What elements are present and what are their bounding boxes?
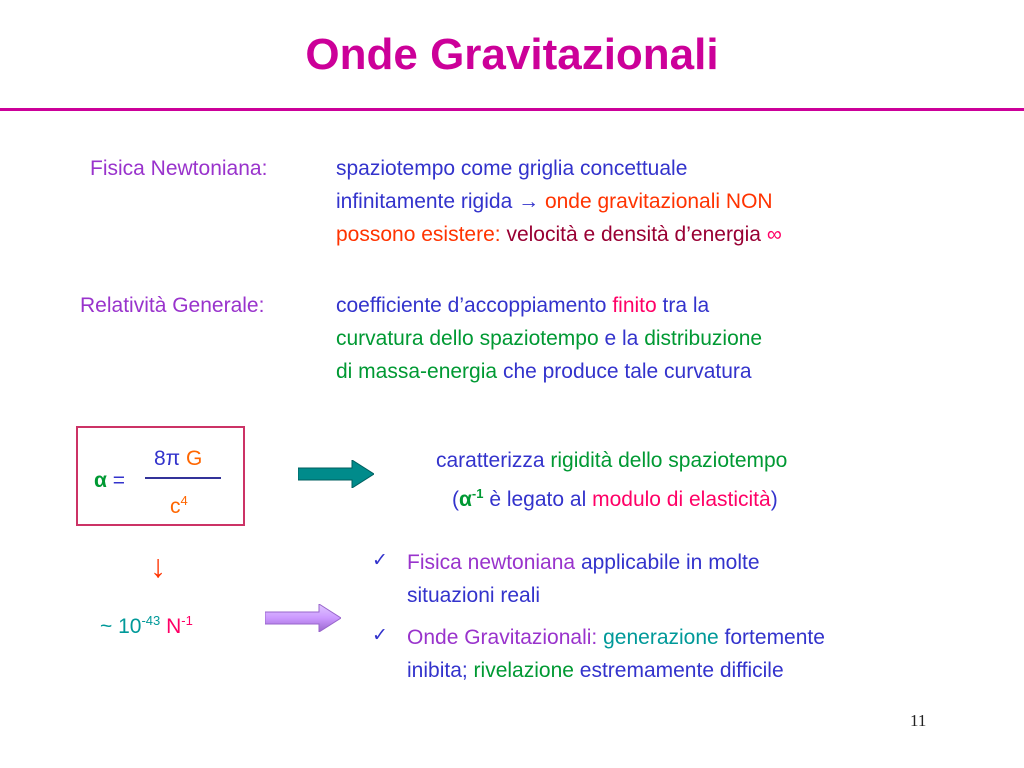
bullet-2-l2c: estremamente difficile [579,659,784,682]
numerator-g: G [186,447,203,470]
relativity-l2b: e la [604,327,639,350]
relativity-label: Relatività Generale: [80,294,265,317]
violet-right-arrow-icon [265,604,341,632]
newtonian-l3b: velocità e densità d’energia [506,223,761,246]
denominator-c: c [170,495,181,518]
bullet-2-l1c: fortemente [724,626,825,649]
bullet-1-line-1 [407,546,760,579]
formula-numerator [154,442,202,475]
value-mantissa: ~ 10 [100,615,142,638]
bullet-2-l1a: Onde Gravitazionali: [407,626,598,649]
relativity-l3b: che produce tale curvatura [502,360,752,383]
newtonian-line-1 [336,152,687,185]
alpha-symbol: α [94,469,107,492]
alpha-inverse: α [459,488,472,511]
formula-lhs [94,464,125,497]
bullet-2-l2a: inibita; [407,659,468,682]
relativity-l1a: coefficiente d’accoppiamento [336,294,607,317]
equals-sign: = [112,469,126,492]
slide-title: Onde Gravitazionali [305,30,719,79]
newtonian-l1a: spaziotempo [336,157,456,180]
check-icon: ✓ [372,625,388,646]
rigidity-line-1 [436,444,787,477]
title-divider [0,108,1024,111]
newtonian-l2a: infinitamente rigida [336,190,513,213]
newtonian-label: Fisica Newtoniana: [90,157,268,180]
newtonian-l1b: come griglia concettuale [460,157,688,180]
paren-open: ( [452,488,459,511]
value-unit: N [166,615,182,638]
value-unit-exp: -1 [181,613,193,628]
relativity-line-2 [336,322,762,355]
down-arrow-icon: ↓ [150,548,166,584]
teal-right-arrow-icon [298,460,374,488]
relativity-l3a: di massa-energia [336,360,498,383]
rigidity-l2b: modulo di elasticità [592,488,771,511]
newtonian-line-3 [336,218,782,251]
relativity-l2a: curvatura dello spaziotempo [336,327,599,350]
bullet-1-line-2: situazioni reali [407,584,541,607]
numerator-8pi: 8π [154,447,181,470]
formula-denominator [170,484,188,523]
relativity-l1c: tra la [662,294,710,317]
rigidity-line-2 [452,477,778,516]
bullet-1-l1b: applicabile in molte [580,551,760,574]
newtonian-l3a: possono esistere: [336,223,501,246]
bullet-2-l2b: rivelazione [473,659,574,682]
relativity-line-3 [336,355,752,388]
infinity-icon: ∞ [766,223,782,246]
newtonian-l2b: onde gravitazionali NON [544,190,773,213]
fraction-bar [145,477,221,479]
right-arrow-icon: → [518,190,540,213]
rigidity-l1b: rigidità dello spaziotempo [550,449,788,472]
relativity-line-1 [336,289,709,322]
relativity-l1b: finito [612,294,657,317]
bullet-2-l1b: generazione [603,626,719,649]
coupling-value [100,604,193,643]
check-icon: ✓ [372,550,388,571]
rigidity-l1a: caratterizza [436,449,545,472]
newtonian-line-2 [336,185,773,218]
alpha-inverse-exp: -1 [471,486,484,501]
page-number: 11 [910,711,927,730]
bullet-1-l1a: Fisica newtoniana [407,551,576,574]
relativity-l2c: distribuzione [644,327,763,350]
bullet-2-line-2 [407,654,784,687]
rigidity-l2a: è legato al [489,488,587,511]
value-exponent: -43 [141,613,161,628]
denominator-exponent: 4 [180,493,188,508]
bullet-2-line-1 [407,621,825,654]
paren-close: ) [770,488,778,511]
